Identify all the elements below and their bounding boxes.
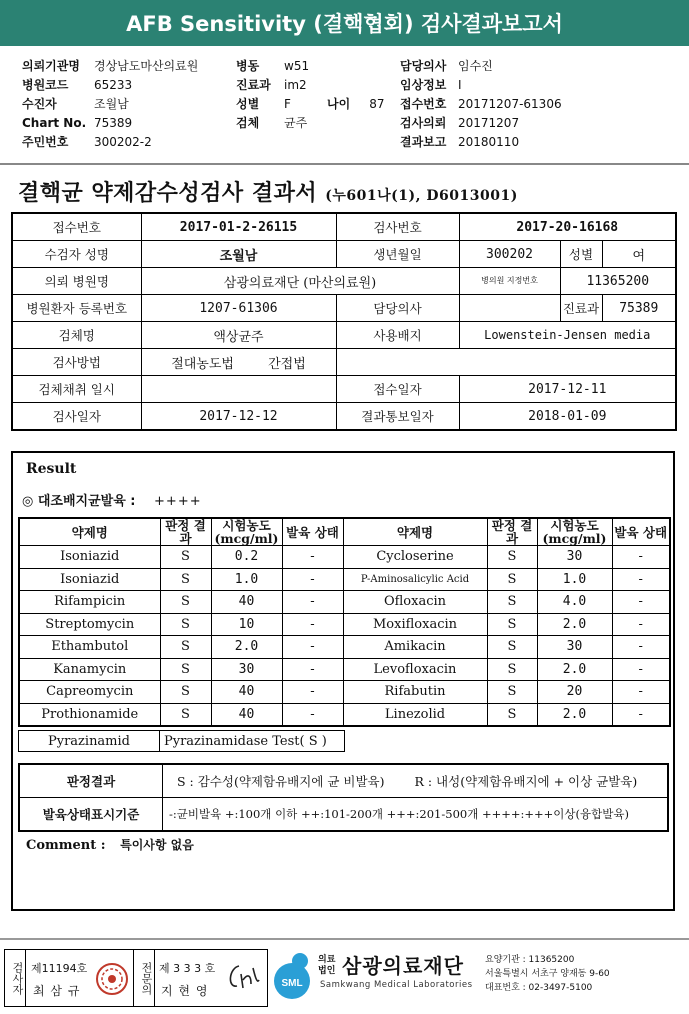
header-field (400, 74, 562, 93)
examiner-vlabel: 검사자 (5, 950, 26, 1006)
method-1: 절대농도법 (171, 356, 234, 372)
table-row (19, 658, 670, 681)
patient-name: 조월남 (141, 241, 336, 268)
header-field-label: 임상정보 (400, 78, 447, 92)
received-date: 2017-12-11 (459, 376, 676, 403)
drug-result-cell: S (160, 613, 211, 636)
col-growth-2: 발육 상태 (612, 518, 670, 546)
pyrazinamide-row (18, 730, 345, 752)
growth-text: -:균비발육 +:100개 이하 ++:101-200개 +++:201-500개 ++++:+++이상(융합발육) (163, 798, 669, 832)
header-field (400, 112, 562, 131)
specialist-vlabel: 전문의 (133, 950, 155, 1006)
drug-result-cell: S (487, 681, 537, 704)
drug-conc-cell: 0.2 (211, 546, 282, 569)
drug-result-cell: S (160, 568, 211, 591)
header-field-label: 검체 (236, 116, 260, 130)
drug-result-cell: S (160, 636, 211, 659)
header-field (22, 55, 198, 74)
header-field-value: w51 (284, 59, 310, 73)
dept-label: 진료과 (560, 295, 602, 322)
drug-result-table (18, 517, 671, 727)
header-field-label: 의뢰기관명 (22, 59, 80, 73)
method-blank (336, 349, 676, 376)
org-address (485, 953, 610, 995)
patient-label: 수검자 성명 (12, 241, 141, 268)
designated-no: 11365200 (560, 268, 676, 295)
test-date-label: 검사일자 (12, 403, 141, 431)
sml-logo-icon (270, 951, 314, 1001)
drug-drug-cell: Levofloxacin (343, 658, 487, 681)
drug-conc-cell: 4.0 (537, 591, 612, 614)
examiner-license: 제11194호 (31, 962, 88, 975)
drug-growth-cell: - (282, 658, 343, 681)
control-growth-value: ++++ (154, 494, 202, 509)
collect-date (141, 376, 336, 403)
patient-info-table (11, 212, 677, 431)
drug-conc-cell: 1.0 (211, 568, 282, 591)
drug-growth-cell: - (282, 636, 343, 659)
drug-conc-cell: 2.0 (211, 636, 282, 659)
address-line-3: 대표번호 : 02-3497-5100 (485, 983, 593, 993)
notify-label: 결과통보일자 (336, 403, 459, 431)
table-row (19, 703, 670, 726)
medium: Lowenstein-Jensen media (459, 322, 676, 349)
header-field-value: 임수진 (458, 59, 493, 73)
header-field-label: 주민번호 (22, 135, 69, 149)
table-row (19, 568, 670, 591)
doctor-label: 담당의사 (336, 295, 459, 322)
header-field (236, 112, 309, 131)
header-field (22, 112, 198, 131)
header-field-label: 접수번호 (400, 97, 447, 111)
drug-conc-cell: 20 (537, 681, 612, 704)
header-info (22, 55, 672, 150)
drug-growth-cell: - (282, 613, 343, 636)
header-field-label: 검사의뢰 (400, 116, 447, 130)
sex: 여 (602, 241, 676, 268)
drug-result-cell: S (487, 613, 537, 636)
header-field (22, 74, 198, 93)
comment-text: 특이사항 없음 (120, 838, 194, 852)
drug-conc-cell: 30 (537, 546, 612, 569)
header-field-value: 경상남도마산의료원 (94, 59, 199, 73)
hospital-name: 삼광의료재단 (마산의료원) (141, 268, 459, 295)
header-col-3 (400, 55, 562, 150)
header-field-label: 병원코드 (22, 78, 69, 92)
signature-box (4, 949, 268, 1007)
header-field-label: Chart No. (22, 116, 87, 130)
drug-drug-cell: Rifampicin (19, 591, 160, 614)
judge-s: S : 감수성(약제함유배지에 균 비발육) (177, 774, 385, 789)
document-subtitle: (누601나(1), D6013001) (325, 188, 518, 204)
drug-growth-cell: - (612, 591, 670, 614)
judge-r: R : 내성(약제함유배지에 + 이상 균발육) (414, 774, 638, 789)
drug-growth-cell: - (282, 681, 343, 704)
age-label: 나이 (327, 97, 351, 111)
receipt-no-label: 접수번호 (12, 213, 141, 241)
specimen-label: 검체명 (12, 322, 141, 349)
table-row (19, 636, 670, 659)
header-field-label: 성별 (236, 97, 260, 111)
method (141, 349, 336, 376)
result-heading: Result (26, 461, 77, 477)
header-field (236, 55, 309, 74)
header-field-value: 300202-2 (94, 135, 152, 149)
drug-result-cell: S (160, 658, 211, 681)
dept: 75389 (602, 295, 676, 322)
control-growth-label: ◎ 대조배지균발육 : (22, 494, 136, 509)
col-conc-2: 시험농도 (mcg/ml) (537, 518, 612, 546)
drug-growth-cell: - (282, 546, 343, 569)
header-field-value: 20171207 (458, 116, 520, 130)
drug-result-cell: S (160, 591, 211, 614)
drug-result-cell: S (487, 568, 537, 591)
header-field-label: 결과보고 (400, 135, 447, 149)
legal-2: 법인 (318, 966, 336, 976)
control-growth (22, 490, 202, 509)
report-banner: AFB Sensitivity (결핵협회) 검사결과보고서 (0, 0, 689, 46)
header-divider (0, 163, 689, 165)
header-col-1 (22, 55, 198, 150)
drug-growth-cell: - (282, 591, 343, 614)
drug-conc-cell: 30 (211, 658, 282, 681)
drug-growth-cell: - (282, 703, 343, 726)
col-drug-2: 약제명 (343, 518, 487, 546)
test-date: 2017-12-12 (141, 403, 336, 431)
header-field-value: im2 (284, 78, 307, 92)
drug-conc-cell: 40 (211, 703, 282, 726)
judge-text (163, 764, 669, 798)
exam-no: 2017-20-16168 (459, 213, 676, 241)
specialist-signature-icon (225, 960, 261, 994)
address-line-2: 서울특별시 서초구 양재동 9-60 (485, 969, 610, 979)
drug-growth-cell: - (612, 703, 670, 726)
drug-conc-cell: 1.0 (537, 568, 612, 591)
pza-label: Pyrazinamid (19, 731, 160, 752)
specimen: 액상균주 (141, 322, 336, 349)
col-result-2: 판정 결과 (487, 518, 537, 546)
drug-growth-cell: - (612, 546, 670, 569)
drug-growth-cell: - (612, 681, 670, 704)
col-growth: 발육 상태 (282, 518, 343, 546)
logo-abbr: SML (281, 978, 303, 989)
drug-conc-cell: 10 (211, 613, 282, 636)
header-field-value: 균주 (284, 116, 308, 130)
drug-result-cell: S (487, 546, 537, 569)
drug-growth-cell: - (612, 613, 670, 636)
drug-result-cell: S (160, 703, 211, 726)
document-title (18, 176, 518, 207)
drug-drug-cell: Rifabutin (343, 681, 487, 704)
designated-label-text: 병의원 지정번호 (481, 276, 538, 285)
dob-label: 생년월일 (336, 241, 459, 268)
receipt-no: 2017-01-2-26115 (141, 213, 336, 241)
collect-label: 검체채취 일시 (12, 376, 141, 403)
drug-drug-cell: Linezolid (343, 703, 487, 726)
header-field-label: 진료과 (236, 78, 271, 92)
drug-drug-cell: Kanamycin (19, 658, 160, 681)
medium-label: 사용배지 (336, 322, 459, 349)
drug-result-cell: S (487, 658, 537, 681)
method-label: 검사방법 (12, 349, 141, 376)
sex-label: 성별 (560, 241, 602, 268)
designated-label (459, 268, 560, 295)
header-field-label: 병동 (236, 59, 260, 73)
drug-table-header (19, 518, 670, 546)
notify-date: 2018-01-09 (459, 403, 676, 431)
specialist-name: 지 현 영 (161, 984, 209, 998)
drug-result-cell: S (160, 681, 211, 704)
col-drug: 약제명 (19, 518, 160, 546)
method-2: 간접법 (268, 356, 306, 372)
drug-result-cell: S (487, 703, 537, 726)
doctor (459, 295, 560, 322)
reg-no: 1207-61306 (141, 295, 336, 322)
col-conc: 시험농도 (mcg/ml) (211, 518, 282, 546)
specialist-license: 제 3 3 3 호 (159, 962, 216, 975)
drug-result-cell: S (487, 591, 537, 614)
footer-divider (0, 938, 689, 940)
header-field (400, 131, 562, 150)
drug-growth-cell: - (612, 636, 670, 659)
col-result: 판정 결과 (160, 518, 211, 546)
drug-conc-cell: 30 (537, 636, 612, 659)
drug-result-cell: S (487, 636, 537, 659)
header-field-value: 20180110 (458, 135, 520, 149)
drug-result-cell: S (160, 546, 211, 569)
drug-growth-cell: - (612, 658, 670, 681)
header-field (400, 55, 562, 74)
header-field-value: 20171207-61306 (458, 97, 562, 111)
header-field (400, 93, 562, 112)
dob: 300202 (459, 241, 560, 268)
reg-label: 병원환자 등록번호 (12, 295, 141, 322)
table-row (19, 613, 670, 636)
drug-drug-cell: Capreomycin (19, 681, 160, 704)
drug-drug-cell: Moxifloxacin (343, 613, 487, 636)
legal-1: 의료 (318, 955, 336, 965)
age-value: 87 (369, 97, 385, 111)
hospital-label: 의뢰 병원명 (12, 268, 141, 295)
table-row (19, 681, 670, 704)
drug-drug-cell: Amikacin (343, 636, 487, 659)
comment-label: Comment : (26, 838, 106, 853)
judge-label: 판정결과 (19, 764, 163, 798)
drug-drug-cell: Ethambutol (19, 636, 160, 659)
footer (0, 947, 689, 1014)
header-field (22, 131, 198, 150)
header-field (236, 93, 309, 112)
drug-conc-cell: 40 (211, 681, 282, 704)
pza-value: Pyrazinamidase Test( S ) (160, 731, 345, 752)
drug-drug-cell: Isoniazid (19, 546, 160, 569)
legend-table (18, 763, 669, 832)
header-field-label: 담당의사 (400, 59, 447, 73)
header-field-value: 조월남 (94, 97, 129, 111)
table-row (19, 591, 670, 614)
drug-drug-cell: Ofloxacin (343, 591, 487, 614)
drug-rows (19, 546, 670, 727)
drug-drug-cell: Prothionamide (19, 703, 160, 726)
header-field-value: 75389 (94, 116, 133, 130)
comment (26, 836, 194, 853)
received-label: 접수일자 (336, 376, 459, 403)
drug-drug-cell: Cycloserine (343, 546, 487, 569)
header-field (236, 74, 309, 93)
header-col-2 (236, 55, 309, 131)
drug-growth-cell: - (282, 568, 343, 591)
address-line-1: 요양기관 : 11365200 (485, 955, 575, 965)
drug-drug-cell: Isoniazid (19, 568, 160, 591)
drug-conc-cell: 2.0 (537, 613, 612, 636)
drug-growth-cell: - (612, 568, 670, 591)
header-field-value: F (284, 97, 291, 111)
header-field-value: I (458, 78, 462, 92)
drug-conc-cell: 2.0 (537, 703, 612, 726)
table-row (19, 546, 670, 569)
growth-label: 발육상태표시기준 (19, 798, 163, 832)
drug-conc-cell: 40 (211, 591, 282, 614)
header-field-label: 수진자 (22, 97, 57, 111)
header-field-value: 65233 (94, 78, 133, 92)
drug-drug-cell: Streptomycin (19, 613, 160, 636)
document-title-text: 결핵균 약제감수성검사 결과서 (18, 180, 318, 206)
examiner-seal-icon (95, 962, 129, 996)
org-name-en: Samkwang Medical Laboratories (320, 980, 473, 990)
header-field (22, 93, 198, 112)
drug-drug-cell: P-Aminosalicylic Acid (343, 568, 487, 591)
exam-no-label: 검사번호 (336, 213, 459, 241)
examiner-name: 최 삼 규 (33, 984, 81, 998)
org-name: 삼광의료재단 (342, 954, 464, 978)
drug-conc-cell: 2.0 (537, 658, 612, 681)
legal-tag (318, 955, 335, 977)
